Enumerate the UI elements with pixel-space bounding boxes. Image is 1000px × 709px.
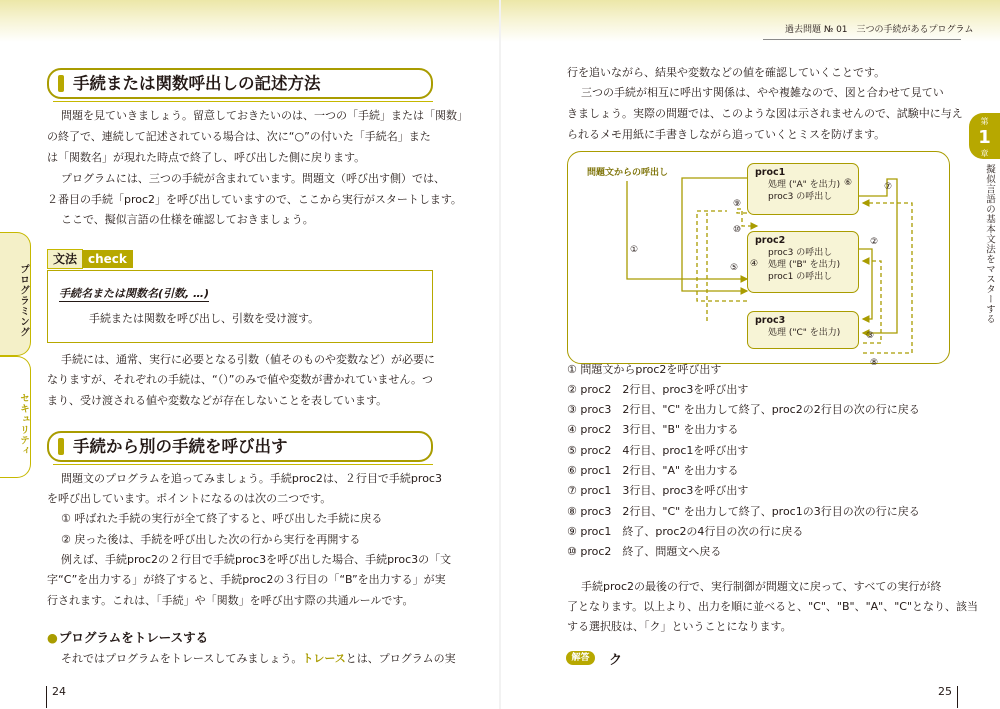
trace-step: ① 問題文からproc2を呼び出す bbox=[567, 363, 722, 376]
page-number-right: 25 bbox=[938, 686, 958, 708]
side-tab-programming[interactable]: プログラミング bbox=[0, 232, 31, 356]
proc3-box bbox=[747, 311, 859, 349]
paragraph-line: 問題を見ていきましょう。留意しておきたいのは、一つの「手続」または「関数」 bbox=[61, 109, 468, 122]
proc1-line: proc3 の呼出し bbox=[768, 192, 833, 202]
paragraph-line: 行を追いながら、結果や変数などの値を確認していくことです。 bbox=[567, 66, 886, 79]
side-tab-security[interactable]: セキュリティ bbox=[0, 356, 31, 478]
diagram-from-label: 問題文からの呼出し bbox=[587, 168, 669, 178]
arrow-step-7 bbox=[857, 179, 897, 333]
trace-step: ⑧ proc3 2行目、"C" を出力して終了、proc1の3行目の次の行に戻る bbox=[567, 505, 920, 518]
paragraph-line: 行されます。これは、「手続」や「関数」を呼び出す際の共通ルールです。 bbox=[47, 594, 414, 607]
trace-step: ④ proc2 3行目、"B" を出力する bbox=[567, 423, 739, 436]
rule-item: ② 戻った後は、手続を呼び出した次の行から実行を再開する bbox=[61, 533, 361, 546]
grammar-check-label bbox=[47, 249, 133, 267]
paragraph-line: 三つの手続が相互に呼出す関係は、やや複雑なので、図と合わせて見てい bbox=[581, 86, 944, 99]
marker-9: ⑨ bbox=[733, 199, 742, 209]
page-number-left: 24 bbox=[46, 686, 66, 708]
chapter-suffix: 章 bbox=[980, 149, 989, 158]
page-gutter bbox=[499, 0, 501, 709]
paragraph-line: 例えば、手続proc2の２行目で手続proc3を呼び出した場合、手続proc3の「文 bbox=[61, 553, 452, 566]
paragraph-line: の終了で、連続して記述されている場合は、次に“○”の付いた「手続名」また bbox=[47, 130, 431, 143]
marker-6: ⑥ bbox=[844, 178, 853, 188]
chapter-number: 1 bbox=[978, 127, 991, 148]
marker-2: ② bbox=[870, 237, 879, 247]
marker-10: ⑩ bbox=[733, 225, 742, 235]
paragraph-line: ここで、擬似言語の仕様を確認しておきましょう。 bbox=[61, 213, 314, 226]
paragraph-line: られるメモ用紙に手書きしながら追っていくとミスを防げます。 bbox=[567, 128, 886, 141]
marker-8: ⑧ bbox=[870, 358, 879, 368]
section-heading-nested-call: 手続から別の手続を呼び出す bbox=[47, 431, 433, 462]
paragraph-line bbox=[61, 649, 456, 669]
arrow-step-1 bbox=[627, 181, 747, 279]
proc1-box bbox=[747, 163, 859, 215]
proc3-name: proc3 bbox=[755, 315, 786, 326]
marker-7: ⑦ bbox=[884, 182, 893, 192]
paragraph-line: 問題文のプログラムを追ってみましょう。手続proc2は、２行目で手続proc3 bbox=[61, 472, 442, 485]
trace-text-a: それではプログラムをトレースしてみましょう。 bbox=[61, 652, 303, 665]
proc1-name: proc1 bbox=[755, 167, 786, 178]
chapter-prefix: 第 bbox=[980, 117, 989, 126]
trace-step: ⑥ proc1 2行目、"A" を出力する bbox=[567, 464, 739, 477]
trace-step: ⑩ proc2 終了、問題文へ戻る bbox=[567, 545, 722, 558]
marker-1: ① bbox=[630, 245, 639, 255]
proc2-name: proc2 bbox=[755, 235, 786, 246]
chapter-title: 擬似言語の基本文法をマスターする bbox=[984, 164, 995, 324]
paragraph-line: を呼び出しています。ポイントになるのは次の二つです。 bbox=[47, 492, 332, 505]
running-head: 過去問題 № 01 三つの手続があるプログラム bbox=[763, 22, 961, 40]
call-syntax: 手続名または関数名(引数, …) bbox=[59, 287, 210, 300]
marker-4: ④ bbox=[750, 259, 759, 269]
trace-step: ⑨ proc1 終了、proc2の4行目の次の行に戻る bbox=[567, 525, 804, 538]
paragraph-line: ２番目の手続「proc2」を呼び出していますので、ここから実行がスタートします。 bbox=[47, 193, 462, 206]
proc2-line: 処理 ("B" を出力) bbox=[768, 260, 841, 270]
section-heading-call-syntax: 手続または関数呼出しの記述方法 bbox=[47, 68, 433, 99]
marker-5: ⑤ bbox=[730, 263, 739, 273]
paragraph-line: は「関数名」が現れた時点で終了し、呼び出した側に戻ります。 bbox=[47, 151, 366, 164]
proc1-line: 処理 ("A" を出力) bbox=[768, 180, 841, 190]
trace-step: ⑤ proc2 4行目、proc1を呼び出す bbox=[567, 444, 749, 457]
answer-badge: 解答 bbox=[566, 651, 595, 665]
rule-item: ① 呼ばれた手続の実行が全て終了すると、呼び出した手続に戻る bbox=[61, 512, 383, 525]
paragraph-line: 手続には、通常、実行に必要となる引数（値そのものや変数など）が必要に bbox=[61, 353, 435, 366]
paragraph-line: 手続proc2の最後の行で、実行制御が問題文に戻って、すべての実行が終 bbox=[581, 580, 942, 593]
check-label: check bbox=[82, 250, 133, 268]
trace-text-b: とは、プログラムの実 bbox=[345, 652, 456, 665]
paragraph-line: プログラムには、三つの手続が含まれています。問題文（呼び出す側）では、 bbox=[61, 172, 446, 185]
grammar-check-box bbox=[47, 270, 433, 343]
paragraph-line: なりますが、それぞれの手続は、“（）”のみで値や変数が書かれていません。つ bbox=[47, 373, 434, 386]
chapter-tab[interactable] bbox=[969, 113, 1000, 159]
trace-step: ③ proc3 2行目、"C" を出力して終了、proc2の2行目の次の行に戻る bbox=[567, 403, 920, 416]
paragraph-line: まり、受け渡される値や変数などが存在しないことを表しています。 bbox=[47, 394, 388, 407]
proc2-box bbox=[747, 231, 859, 293]
grammar-label: 文法 bbox=[47, 249, 83, 269]
marker-3: ③ bbox=[866, 331, 875, 341]
sub-heading-trace: ● プログラムをトレースする bbox=[47, 628, 208, 646]
paragraph-line: きましょう。実際の問題では、このような図は示されませんので、試験中に与え bbox=[567, 107, 963, 120]
trace-step: ⑦ proc1 3行目、proc3を呼び出す bbox=[567, 484, 749, 497]
proc2-line: proc3 の呼出し bbox=[768, 248, 833, 258]
paragraph-line: 字“C”を出力する」が終了すると、手続proc2の３行目の「“B”を出力する」が実 bbox=[47, 573, 446, 586]
proc2-line: proc1 の呼出し bbox=[768, 272, 833, 282]
paragraph-line: する選択肢は、「ク」ということになります。 bbox=[567, 620, 792, 633]
answer-value: ク bbox=[609, 653, 623, 668]
call-syntax-description: 手続または関数を呼び出し、引数を受け渡す。 bbox=[89, 312, 320, 325]
paragraph-line: 了となります。以上より、出力を順に並べると、"C"、"B"、"A"、"C"となり、該当 bbox=[567, 600, 979, 613]
arrow-step-2 bbox=[857, 249, 872, 319]
trace-keyword: トレース bbox=[302, 652, 346, 665]
trace-step: ② proc2 2行目、proc3を呼び出す bbox=[567, 383, 749, 396]
proc3-line: 処理 ("C" を出力) bbox=[768, 328, 841, 338]
